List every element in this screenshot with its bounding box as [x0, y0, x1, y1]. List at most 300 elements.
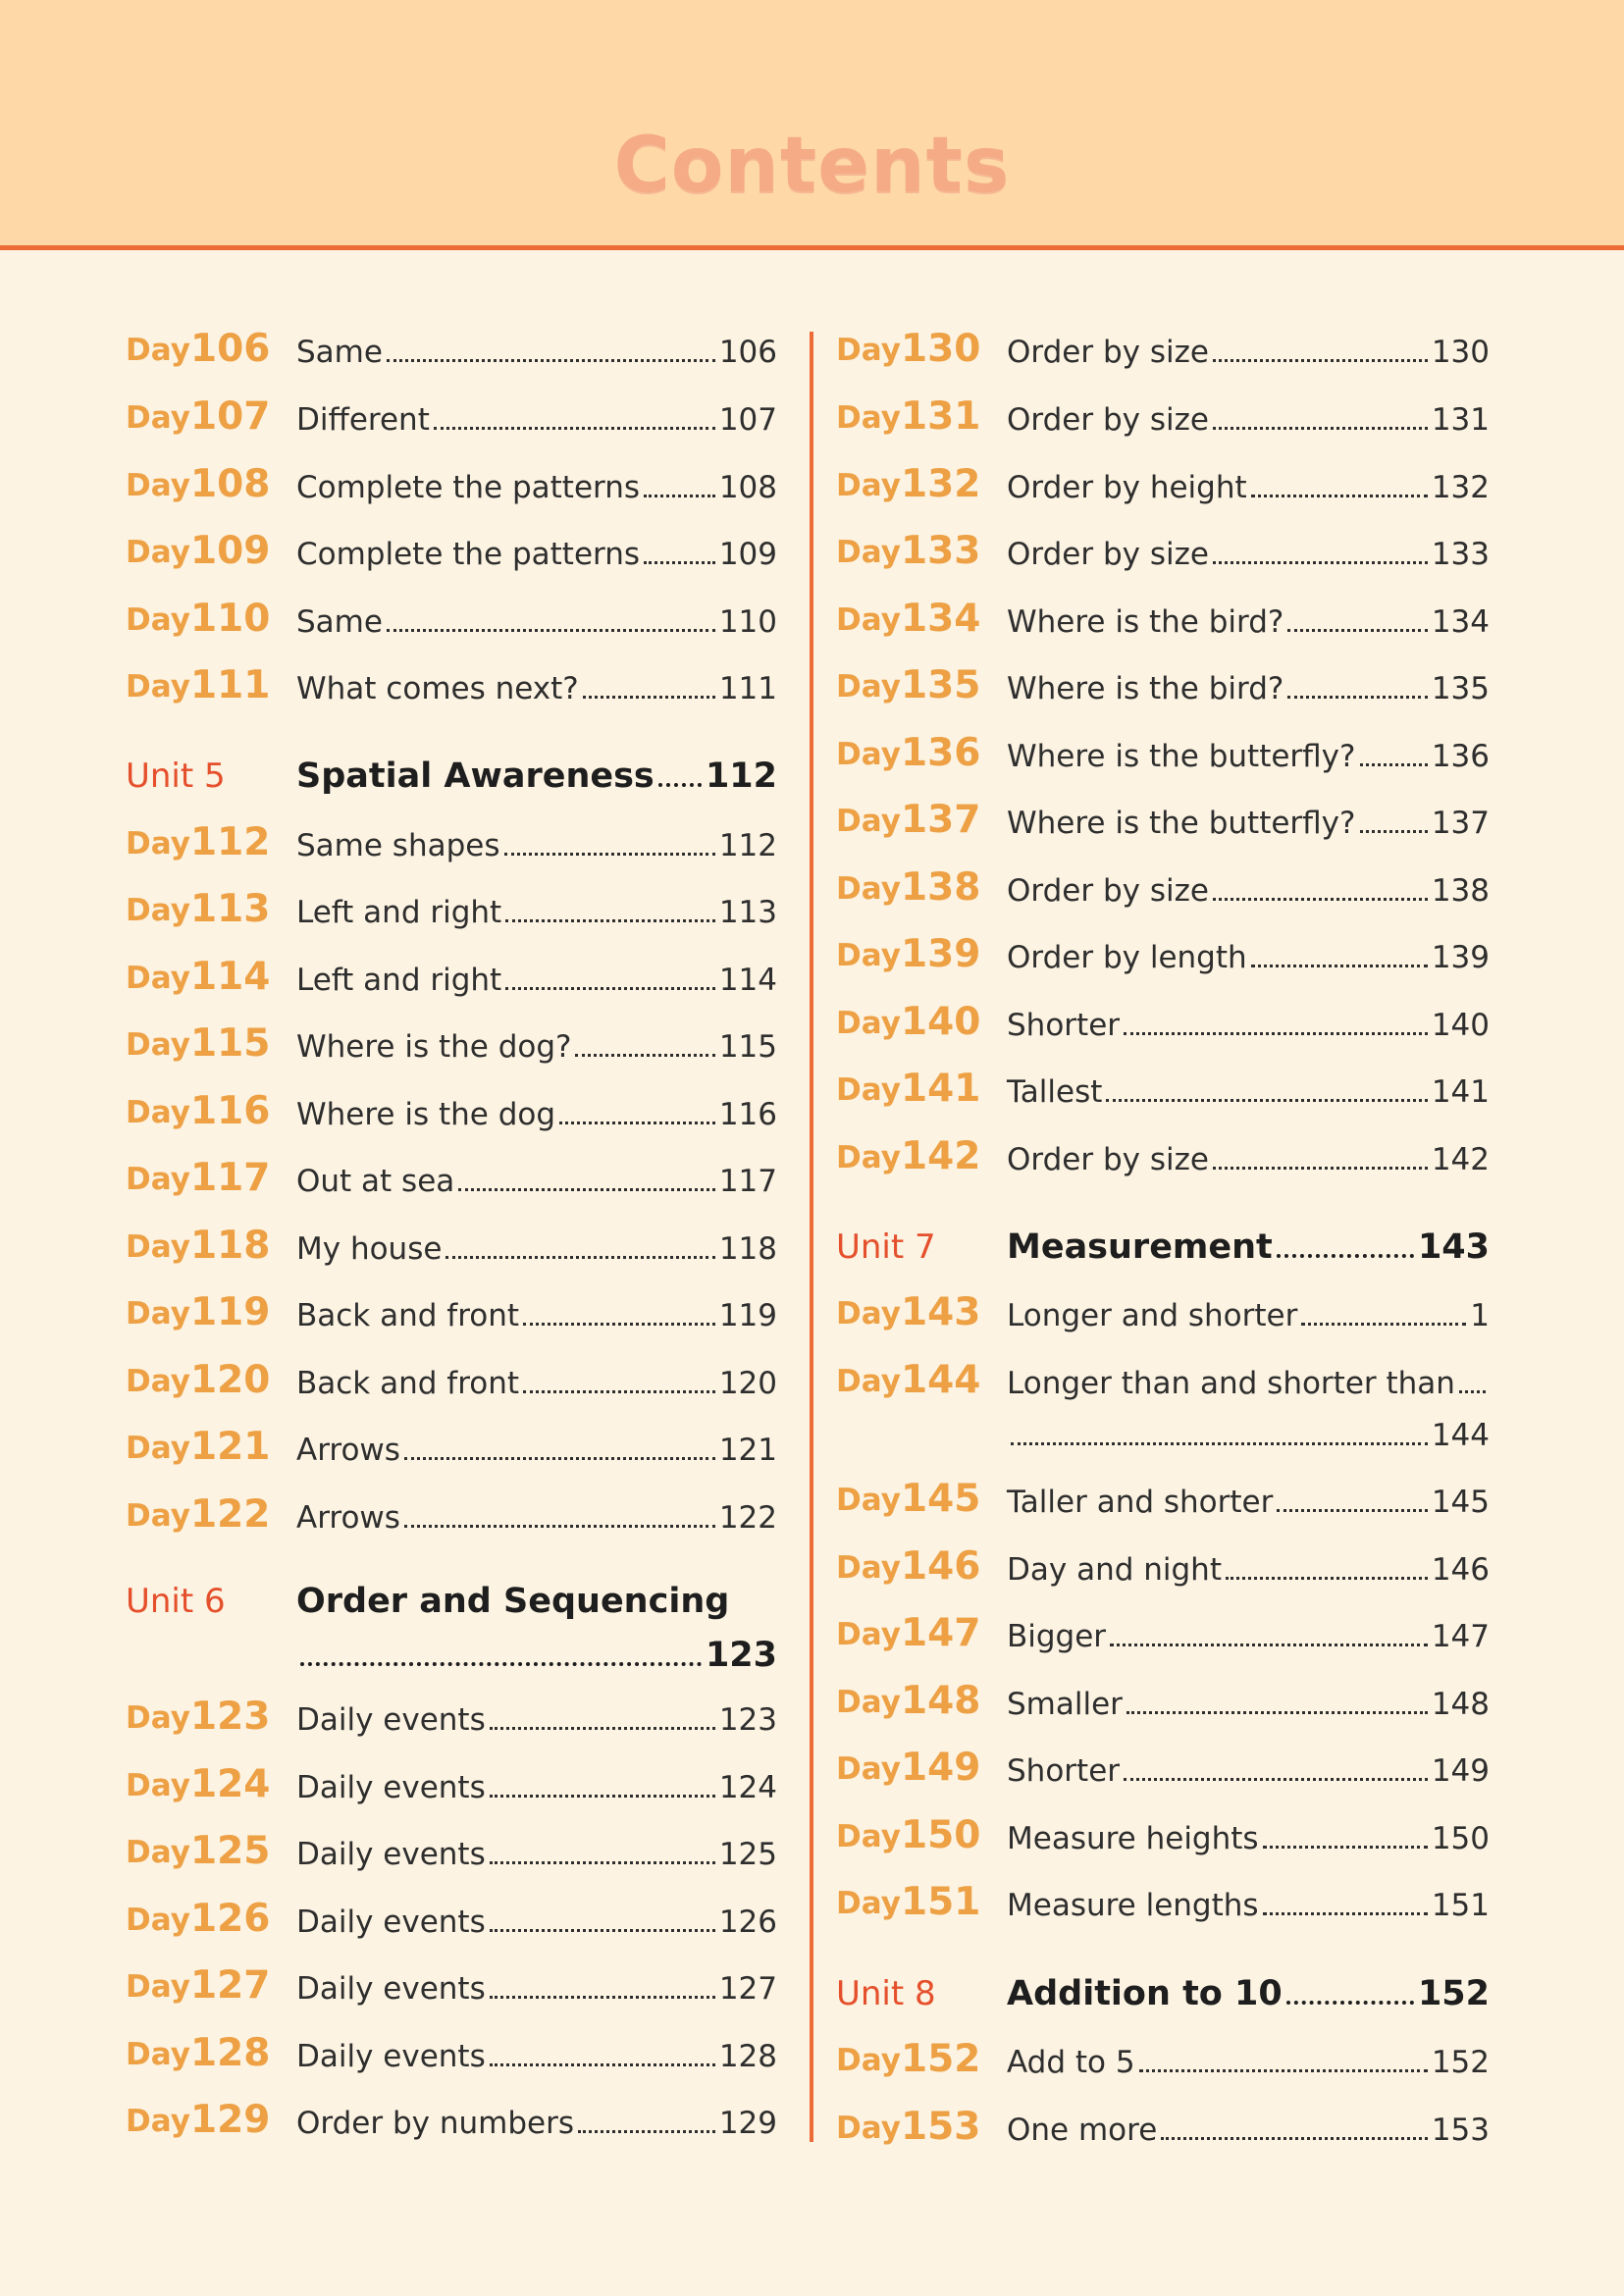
topic-entry: [1007, 1487, 1490, 1518]
day-number: 110: [190, 597, 271, 641]
day-number: 107: [190, 394, 271, 439]
topic-entry: [1007, 806, 1490, 841]
day-row[interactable]: [126, 1358, 777, 1409]
day-label: Day: [836, 1006, 901, 1041]
topic-entry: [296, 1231, 777, 1267]
unit-row[interactable]: [836, 1970, 1490, 2021]
unit-label: Unit 6: [126, 1582, 226, 1621]
page-number: 111: [718, 671, 777, 706]
day-row[interactable]: [126, 1290, 777, 1341]
dot-leader: [575, 1054, 714, 1057]
page-number: 137: [1431, 806, 1490, 841]
page-number: 150: [1431, 1821, 1490, 1856]
topic-text: Where is the dog?: [296, 1029, 572, 1065]
day-number: 136: [901, 731, 981, 775]
dot-leader: [1213, 359, 1428, 362]
topic-text: Order by length: [1007, 940, 1247, 975]
topic-text: Order by size: [1007, 537, 1209, 572]
day-number: 108: [190, 462, 271, 506]
day-number: 127: [190, 1963, 271, 2008]
dot-leader: [1459, 1390, 1486, 1393]
topic-entry: [1007, 335, 1490, 370]
topic-entry: [1007, 1552, 1490, 1588]
topic-text: Left and right: [296, 963, 502, 998]
topic-entry: [296, 2039, 777, 2074]
page-number: 136: [1431, 739, 1490, 774]
day-row[interactable]: [126, 529, 777, 580]
page-number: 124: [718, 1770, 777, 1805]
page-number: 151: [1431, 1888, 1490, 1923]
day-number: 129: [190, 2098, 271, 2142]
topic-text: Day and night: [1007, 1552, 1222, 1588]
topic-entry: [1007, 2115, 1490, 2146]
day-label: Day: [126, 1027, 190, 1063]
page-number: 118: [718, 1231, 777, 1267]
topic-text: Spatial Awareness: [296, 757, 655, 796]
dot-leader: [1106, 1099, 1427, 1102]
topic-entry: [296, 1164, 777, 1199]
day-number: 153: [901, 2105, 981, 2149]
page-number: 146: [1431, 1552, 1490, 1588]
day-label: Day: [836, 1296, 901, 1331]
day-label: Day: [126, 893, 190, 928]
day-label: Day: [836, 2111, 901, 2146]
day-row[interactable]: [836, 932, 1490, 983]
day-row[interactable]: [126, 1897, 777, 1948]
unit-label: Unit 7: [836, 1227, 936, 1267]
day-row[interactable]: [836, 798, 1490, 849]
day-row[interactable]: [126, 1021, 777, 1072]
topic-text: Same shapes: [296, 828, 500, 863]
dot-leader: [490, 1795, 715, 1798]
day-row[interactable]: [126, 1762, 777, 1813]
day-number: 126: [190, 1897, 271, 1941]
dot-leader: [578, 2130, 715, 2133]
day-row[interactable]: [836, 1477, 1490, 1528]
page-number: 131: [1431, 402, 1490, 438]
page-number: 126: [718, 1905, 777, 1940]
day-number: 125: [190, 1829, 271, 1873]
topic-entry: [1007, 1619, 1490, 1654]
day-row[interactable]: [836, 2105, 1490, 2156]
topic-entry: [296, 671, 777, 706]
day-label: Day: [126, 1364, 190, 1399]
day-row[interactable]: [126, 887, 777, 938]
day-number: 121: [190, 1425, 271, 1469]
topic-text: Order by numbers: [296, 2106, 574, 2141]
day-label: Day: [126, 961, 190, 996]
topic-entry: [296, 537, 777, 572]
day-row[interactable]: [836, 731, 1490, 782]
day-number: 131: [901, 394, 981, 439]
day-row[interactable]: [126, 820, 777, 871]
dot-leader: [1277, 1254, 1414, 1258]
day-row[interactable]: [126, 1156, 777, 1207]
dot-leader: [1011, 1442, 1428, 1445]
day-label: Day: [836, 804, 901, 839]
day-label: Day: [126, 602, 190, 638]
day-number: 132: [901, 462, 981, 506]
page-number: 109: [718, 537, 777, 572]
day-number: 106: [190, 327, 271, 371]
topic-text: Where is the bird?: [1007, 604, 1284, 640]
day-number: 146: [901, 1544, 981, 1589]
day-number: 150: [901, 1813, 981, 1857]
day-label: Day: [836, 1819, 901, 1854]
day-number: 151: [901, 1880, 981, 1924]
day-row[interactable]: [836, 327, 1490, 378]
dot-leader: [583, 696, 715, 699]
topic-text: Add to 5: [1007, 2045, 1135, 2080]
day-row[interactable]: [126, 663, 777, 714]
page-number: 121: [718, 1433, 777, 1468]
day-label: Day: [126, 826, 190, 861]
page-number: 112: [718, 828, 777, 863]
day-row[interactable]: [126, 462, 777, 513]
topic-entry: [296, 604, 777, 640]
day-row[interactable]: [836, 597, 1490, 648]
page-number: 132: [1431, 470, 1490, 505]
dot-leader: [644, 495, 715, 497]
topic-entry: [1007, 671, 1490, 706]
topic-text: Order and Sequencing: [296, 1582, 730, 1621]
day-row[interactable]: [836, 1358, 1490, 1409]
day-label: Day: [126, 2037, 190, 2072]
dot-leader: [490, 1929, 715, 1932]
dot-leader: [1287, 696, 1427, 699]
page-number: 152: [1431, 2045, 1490, 2080]
topic-entry: [296, 1907, 777, 1938]
page-number: 152: [1417, 1974, 1490, 2013]
day-row[interactable]: [836, 1134, 1490, 1185]
day-number: 123: [190, 1695, 271, 1739]
dot-leader: [1251, 965, 1428, 967]
topic-entry: [296, 1298, 777, 1333]
dot-leader: [387, 359, 715, 362]
topic-text: Arrows: [296, 1433, 400, 1468]
topic-entry: [1007, 873, 1490, 909]
page-number: 108: [718, 470, 777, 505]
day-row[interactable]: [836, 1880, 1490, 1931]
day-row[interactable]: [126, 1492, 777, 1543]
day-label: Day: [126, 1835, 190, 1870]
page-number: 141: [1431, 1074, 1490, 1110]
day-row[interactable]: [836, 2037, 1490, 2088]
dot-leader: [1263, 1846, 1428, 1849]
day-number: 112: [190, 820, 271, 864]
day-row[interactable]: [836, 1611, 1490, 1662]
day-number: 130: [901, 327, 981, 371]
page-number: 115: [718, 1029, 777, 1065]
topic-text: Longer and shorter: [1007, 1298, 1298, 1333]
day-label: Day: [836, 535, 901, 570]
unit-row[interactable]: [836, 1224, 1490, 1275]
page-number: 107: [718, 402, 777, 438]
page-number: 129: [718, 2106, 777, 2141]
day-row[interactable]: [126, 1829, 777, 1880]
day-row[interactable]: [126, 2098, 777, 2149]
topic-text: Daily events: [296, 1905, 486, 1940]
topic-entry: [296, 470, 777, 505]
topic-text: Daily events: [296, 1702, 486, 1738]
dot-leader: [505, 919, 715, 922]
day-number: 137: [901, 798, 981, 842]
dot-leader: [1226, 1577, 1428, 1580]
dot-leader: [1360, 830, 1428, 833]
topic-entry: [296, 1500, 777, 1536]
page-number: 117: [718, 1164, 777, 1199]
unit-title: [296, 1636, 777, 1675]
page-number: 142: [1431, 1142, 1490, 1177]
topic-text: Where is the bird?: [1007, 671, 1284, 706]
day-label: Day: [126, 333, 190, 368]
page-number: 143: [1417, 1227, 1490, 1267]
day-number: 128: [190, 2031, 271, 2075]
page-number: 122: [718, 1500, 777, 1536]
day-label: Day: [836, 400, 901, 436]
page-number: 145: [1431, 1485, 1490, 1520]
topic-text: Smaller: [1007, 1687, 1123, 1722]
day-row[interactable]: [126, 1963, 777, 2014]
dot-leader: [1287, 629, 1427, 632]
page-number: 114: [718, 963, 777, 998]
day-number: 114: [190, 955, 271, 999]
topic-text: Shorter: [1007, 1008, 1121, 1043]
topic-entry: [1007, 2045, 1490, 2080]
day-label: Day: [126, 1768, 190, 1803]
day-number: 142: [901, 1134, 981, 1178]
day-label: Day: [126, 2104, 190, 2139]
dot-leader: [387, 629, 715, 632]
page-number: 106: [718, 335, 777, 370]
day-row[interactable]: [126, 1224, 777, 1275]
topic-text: One more: [1007, 2113, 1158, 2148]
topic-text: Daily events: [296, 1770, 486, 1805]
topic-text: Complete the patterns: [296, 537, 641, 572]
day-label: Day: [836, 1140, 901, 1175]
page-number: 116: [718, 1097, 777, 1132]
day-number: 140: [901, 1000, 981, 1044]
topic-entry: [1007, 1008, 1490, 1043]
dot-leader: [490, 2063, 715, 2066]
topic-text: Where is the dog: [296, 1097, 556, 1132]
dot-leader: [658, 783, 702, 787]
day-label: Day: [126, 1162, 190, 1197]
day-row[interactable]: [836, 462, 1490, 513]
day-row[interactable]: [126, 597, 777, 648]
day-row[interactable]: [126, 1695, 777, 1746]
topic-text: Same: [296, 604, 383, 640]
day-label: Day: [836, 333, 901, 368]
dot-leader: [1286, 2001, 1414, 2005]
topic-entry: [1007, 1821, 1490, 1856]
day-number: 139: [901, 932, 981, 976]
day-row[interactable]: [126, 327, 777, 378]
dot-leader: [445, 1256, 714, 1259]
topic-text: Order by size: [1007, 335, 1209, 370]
page-number: 139: [1431, 940, 1490, 975]
day-number: 124: [190, 1762, 271, 1806]
dot-leader: [1213, 1167, 1428, 1170]
topic-entry: [296, 1702, 777, 1738]
topic-entry: [296, 1366, 777, 1401]
day-number: 145: [901, 1477, 981, 1521]
day-label: Day: [836, 1886, 901, 1921]
day-row[interactable]: [836, 1679, 1490, 1730]
day-label: Day: [836, 1751, 901, 1787]
column-divider: [810, 332, 813, 2142]
topic-entry: [296, 828, 777, 863]
dot-leader: [458, 1188, 715, 1191]
unit-label: Unit 8: [836, 1974, 936, 2013]
topic-entry: [1007, 1753, 1490, 1789]
day-number: 117: [190, 1156, 271, 1200]
topic-text: Daily events: [296, 1971, 486, 2007]
day-row[interactable]: [126, 2031, 777, 2082]
topic-entry: [1007, 1888, 1490, 1923]
topic-entry: [296, 1097, 777, 1132]
day-number: 118: [190, 1224, 271, 1268]
day-number: 138: [901, 865, 981, 910]
day-number: 119: [190, 1290, 271, 1334]
day-number: 144: [901, 1358, 981, 1402]
topic-text: Daily events: [296, 1837, 486, 1872]
day-label: Day: [126, 468, 190, 503]
day-label: Day: [836, 2043, 901, 2078]
page-number: 134: [1431, 604, 1490, 640]
day-label: Day: [126, 1969, 190, 2005]
unit-row[interactable]: [126, 753, 777, 804]
unit-row[interactable]: [126, 1578, 777, 1629]
day-number: 111: [190, 663, 271, 707]
topic-text: Where is the butterfly?: [1007, 739, 1356, 774]
day-row[interactable]: [126, 394, 777, 445]
topic-text: Addition to 10: [1007, 1974, 1283, 2013]
topic-text: Order by size: [1007, 873, 1209, 909]
topic-entry: [296, 402, 777, 438]
day-label: Day: [126, 1229, 190, 1265]
page-number: 125: [718, 1837, 777, 1872]
topic-text: Back and front: [296, 1366, 520, 1401]
day-label: Day: [126, 1903, 190, 1938]
topic-text: Measure heights: [1007, 1821, 1259, 1856]
day-row[interactable]: [836, 1746, 1490, 1797]
page-number: 133: [1431, 537, 1490, 572]
topic-entry: [1007, 739, 1490, 774]
day-row[interactable]: [836, 1067, 1490, 1118]
dot-leader: [523, 1323, 715, 1326]
day-label: Day: [126, 1431, 190, 1466]
day-row[interactable]: [836, 529, 1490, 580]
topic-text: Taller and shorter: [1007, 1485, 1274, 1520]
page-number: 140: [1431, 1008, 1490, 1043]
topic-text: Order by size: [1007, 402, 1209, 438]
day-row[interactable]: [836, 663, 1490, 714]
dot-leader: [1360, 763, 1428, 766]
topic-entry: [1007, 1298, 1490, 1333]
dot-leader: [1251, 495, 1428, 497]
topic-text: Back and front: [296, 1298, 520, 1333]
page-number: 128: [718, 2039, 777, 2074]
day-number: 141: [901, 1067, 981, 1111]
day-label: Day: [836, 1483, 901, 1518]
topic-entry: [1007, 1687, 1490, 1722]
day-label: Day: [836, 1364, 901, 1399]
topic-entry: [1007, 1074, 1490, 1110]
day-label: Day: [836, 602, 901, 638]
dot-leader: [1301, 1323, 1466, 1326]
page-number: 1: [1470, 1298, 1490, 1333]
day-number: 135: [901, 663, 981, 707]
dot-leader: [1139, 2069, 1428, 2072]
unit-title: [296, 759, 777, 794]
day-row[interactable]: [126, 1089, 777, 1140]
dot-leader: [559, 1122, 715, 1124]
topic-text: What comes next?: [296, 671, 579, 706]
topic-text: Measurement: [1007, 1227, 1273, 1267]
day-number: 134: [901, 597, 981, 641]
dot-leader: [404, 1525, 715, 1528]
day-number: 149: [901, 1746, 981, 1790]
dot-leader: [434, 427, 715, 430]
topic-text: Tallest: [1007, 1074, 1103, 1110]
topic-entry: [1007, 402, 1490, 438]
page-number: 120: [718, 1366, 777, 1401]
topic-text: Daily events: [296, 2039, 486, 2074]
day-row[interactable]: [836, 1813, 1490, 1864]
topic-entry: [296, 895, 777, 930]
topic-entry: [1007, 940, 1490, 975]
day-row[interactable]: [836, 1000, 1490, 1051]
dot-leader: [523, 1390, 715, 1393]
topic-text: Different: [296, 402, 430, 438]
unit-title: [1007, 1974, 1490, 2013]
page-number: 123: [718, 1702, 777, 1738]
day-row[interactable]: [836, 1544, 1490, 1595]
day-row[interactable]: [836, 1290, 1490, 1341]
page-number: 138: [1431, 873, 1490, 909]
header-band: [0, 0, 1624, 250]
page-number: 149: [1431, 1753, 1490, 1789]
day-label: Day: [126, 400, 190, 436]
day-number: 133: [901, 529, 981, 573]
day-number: 109: [190, 529, 271, 573]
day-number: 122: [190, 1492, 271, 1537]
dot-leader: [1161, 2137, 1428, 2140]
day-row[interactable]: [836, 394, 1490, 445]
topic-entry: [296, 965, 777, 996]
page-number: 130: [1431, 335, 1490, 370]
topic-text: Same: [296, 335, 383, 370]
topic-text: Bigger: [1007, 1619, 1107, 1654]
dot-leader: [505, 987, 715, 990]
topic-text: Longer than and shorter than: [1007, 1366, 1455, 1401]
dot-leader: [504, 853, 715, 856]
day-number: 148: [901, 1679, 981, 1723]
unit-title: [1007, 1227, 1490, 1267]
day-label: Day: [836, 737, 901, 772]
day-row[interactable]: [836, 865, 1490, 916]
topic-text: Where is the butterfly?: [1007, 806, 1356, 841]
day-label: Day: [836, 1550, 901, 1586]
day-label: Day: [126, 1498, 190, 1534]
dot-leader: [1124, 1032, 1428, 1035]
dot-leader: [644, 561, 715, 564]
page-title: Contents: [613, 122, 1011, 210]
day-row[interactable]: [126, 955, 777, 1006]
day-row[interactable]: [126, 1425, 777, 1476]
day-number: 152: [901, 2037, 981, 2081]
